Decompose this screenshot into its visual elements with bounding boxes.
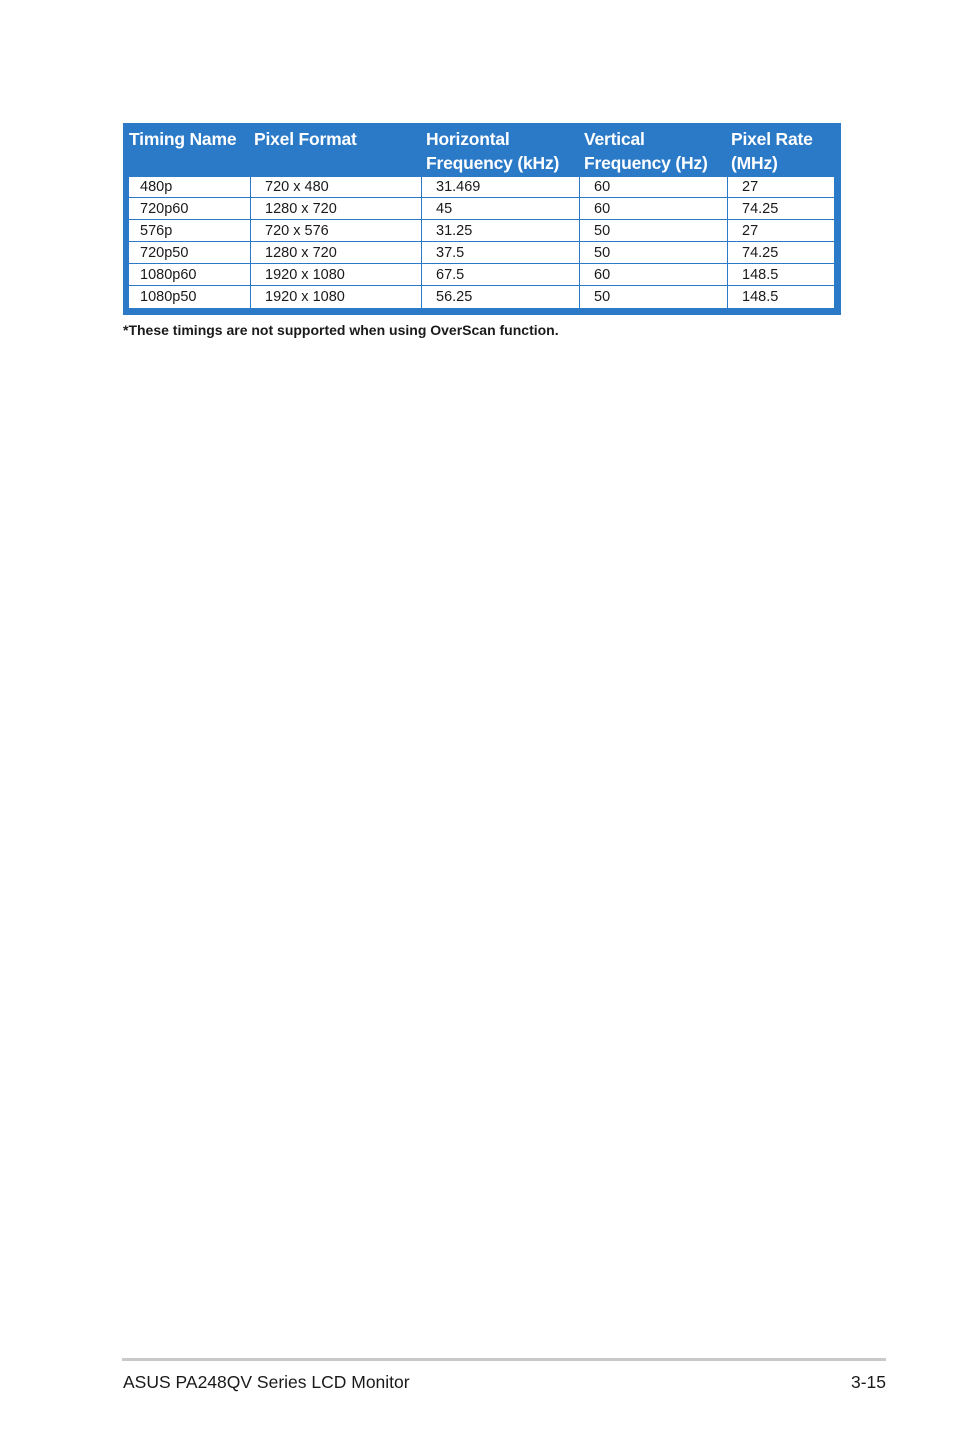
cell-timing-name: 720p60: [140, 201, 189, 217]
cell-pixel-rate: 74.25: [742, 201, 779, 217]
cell-vertical-frequency: 50: [594, 289, 611, 305]
header-timing-name-line1: Timing Name: [129, 129, 237, 149]
cell-timing-name: 1080p50: [140, 289, 197, 305]
page-number: 3-15: [850, 1372, 886, 1392]
footer-divider: [122, 1358, 886, 1361]
header-vertical-frequency: [584, 127, 708, 175]
cell-pixel-format: 720 x 576: [265, 223, 329, 239]
cell-pixel-format: 1920 x 1080: [265, 267, 345, 283]
timing-table: [123, 123, 841, 315]
header-pixel-rate-line1: Pixel Rate: [731, 129, 813, 149]
cell-pixel-format: 1280 x 720: [265, 245, 337, 261]
header-horizontal-frequency-line2: Frequency (kHz): [426, 153, 560, 173]
footer-title: ASUS PA248QV Series LCD Monitor: [123, 1372, 410, 1392]
cell-pixel-format: 1920 x 1080: [265, 289, 345, 305]
table-body: [129, 177, 834, 308]
table-row: [129, 177, 834, 198]
cell-pixel-format: 720 x 480: [265, 179, 329, 195]
table-row: [129, 199, 834, 220]
header-pixel-rate: [731, 127, 813, 175]
cell-timing-name: 1080p60: [140, 267, 197, 283]
cell-horizontal-frequency: 37.5: [436, 245, 465, 261]
cell-timing-name: 480p: [140, 179, 173, 195]
table-row: [129, 265, 834, 286]
table-footnote: *These timings are not supported when using OverScan function.: [123, 322, 559, 338]
table-row: [129, 287, 834, 308]
cell-pixel-rate: 27: [742, 179, 759, 195]
cell-horizontal-frequency: 31.469: [436, 179, 481, 195]
cell-horizontal-frequency: 56.25: [436, 289, 473, 305]
cell-pixel-rate: 148.5: [742, 289, 779, 305]
cell-horizontal-frequency: 67.5: [436, 267, 465, 283]
cell-vertical-frequency: 60: [594, 201, 611, 217]
cell-pixel-rate: 74.25: [742, 245, 779, 261]
header-horizontal-frequency-line1: Horizontal: [426, 129, 510, 149]
cell-pixel-rate: 148.5: [742, 267, 779, 283]
table-row: [129, 221, 834, 242]
header-pixel-rate-line2: (MHz): [731, 153, 778, 173]
cell-vertical-frequency: 60: [594, 179, 611, 195]
table-row: [129, 243, 834, 264]
header-vertical-frequency-line2: Frequency (Hz): [584, 153, 708, 173]
header-vertical-frequency-line1: Vertical: [584, 129, 645, 149]
cell-timing-name: 720p50: [140, 245, 189, 261]
cell-pixel-format: 1280 x 720: [265, 201, 337, 217]
cell-pixel-rate: 27: [742, 223, 759, 239]
cell-vertical-frequency: 50: [594, 245, 611, 261]
header-timing-name: [129, 127, 236, 151]
table-header-row: [123, 123, 841, 176]
header-pixel-format-line1: Pixel Format: [254, 129, 357, 149]
header-horizontal-frequency: [426, 127, 559, 175]
cell-vertical-frequency: 60: [594, 267, 611, 283]
header-pixel-format: [254, 127, 357, 151]
cell-timing-name: 576p: [140, 223, 173, 239]
cell-horizontal-frequency: 31.25: [436, 223, 473, 239]
cell-horizontal-frequency: 45: [436, 201, 453, 217]
cell-vertical-frequency: 50: [594, 223, 611, 239]
